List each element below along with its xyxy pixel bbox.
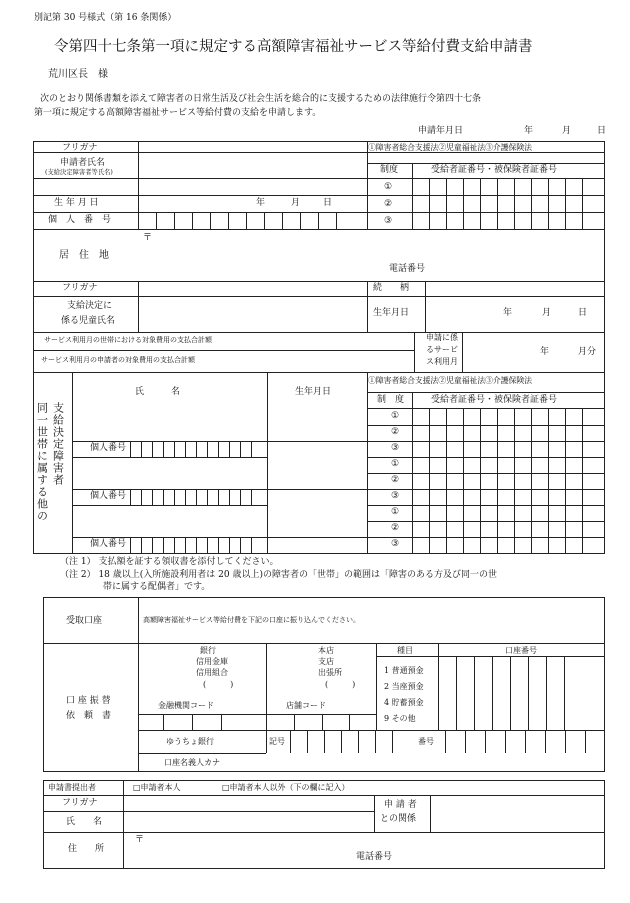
household-side-label-a: 支給決定障害者 — [51, 402, 65, 486]
child-dob-day: 日 — [578, 308, 588, 318]
date-label: 申請年月日 — [418, 126, 464, 136]
household-1-circle-1: ① — [391, 411, 400, 421]
note-1: （注 1） 支払額を証する領収書を添付してください。 — [60, 557, 279, 567]
addressee: 荒川区長 様 — [48, 69, 108, 80]
applicant-seido-header: 制度 — [380, 165, 399, 175]
applicant-dob-day: 日 — [323, 198, 333, 208]
account-number-header: 口座番号 — [505, 646, 537, 655]
submitter-option-other[interactable]: □申請者本人以外（下の欄に記入） — [222, 783, 350, 792]
child-dob-month: 月 — [542, 308, 552, 318]
applicant-address-label: 居 住 地 — [59, 250, 109, 261]
household-1-circle-3: ③ — [391, 443, 400, 453]
form-number: 別記第 30 号様式（第 16 条関係） — [34, 13, 177, 23]
yucho-bank-label: ゆうちょ銀行 — [166, 737, 214, 746]
household-side-label-b: 同一世帯に属する他の — [35, 402, 49, 522]
submitter-relation-label-1: 申 請 者 — [384, 800, 417, 810]
child-name-label-1: 支給決定に — [67, 301, 113, 311]
service-month-label-3: ス利用月 — [426, 357, 458, 366]
applicant-cert-header: 受給者証番号・被保険者証番号 — [431, 165, 558, 175]
applicant-furigana-label: フリガナ — [62, 143, 98, 153]
applicant-name-note: (支給決定障害者等氏名) — [45, 169, 113, 176]
intro-line-2: 第一項に規定する高額障害福祉サービス等給付費の支給を申請します。 — [34, 108, 322, 118]
account-holder-label: 口座名義人カナ — [164, 758, 220, 767]
yucho-kigo-label: 記号 — [269, 737, 285, 746]
branch-type-3: 出張所 — [318, 668, 342, 677]
applicant-total-label: サービス利用月の申請者の対象費用の支払合計額 — [41, 356, 195, 364]
submitter-postal-mark: 〒 — [135, 835, 145, 845]
service-month-unit: 月分 — [578, 347, 597, 357]
submitter-phone-label: 電話番号 — [356, 852, 393, 862]
applicant-dob-year: 年 — [256, 198, 266, 208]
applicant-phone-label: 電話番号 — [389, 264, 426, 274]
applicant-dob-month: 月 — [291, 198, 301, 208]
transfer-label-2: 依 頼 書 — [66, 711, 112, 721]
note-2-line-1: （注 2） 18 歳以上(入所施設利用者は 20 歳以上)の障害者の「世帯」の範囲は「障害のある方及び同一の世 — [60, 570, 497, 580]
household-3-circle-2: ② — [391, 523, 400, 533]
submitter-address-label: 住 所 — [68, 844, 105, 854]
household-cert-header: 受給者証番号・被保険者証番号 — [431, 395, 558, 405]
submitter-option-self[interactable]: □申請者本人 — [133, 783, 181, 792]
date-day: 日 — [597, 126, 607, 136]
yucho-bango-label: 番号 — [418, 737, 434, 746]
deposit-kind-1: 1 普通預金 — [384, 666, 424, 675]
household-2-circle-3: ③ — [391, 491, 400, 501]
form-title: 令第四十七条第一項に規定する高額障害福祉サービス等給付費支給申請書 — [54, 39, 533, 55]
applicant-law-list: ①障害者総合支援法②児童福祉法③介護保険法 — [368, 143, 532, 152]
receive-account-label: 受取口座 — [66, 616, 103, 626]
household-3-circle-3: ③ — [391, 539, 400, 549]
bank-type-3: 信用組合 — [196, 668, 228, 677]
applicant-circle-1: ① — [384, 182, 393, 192]
household-3-circle-1: ① — [391, 507, 400, 517]
intro-line-1: 次のとおり関係書類を添えて障害者の日常生活及び社会生活を総合的に支援するための法律施行令第四十七条 — [40, 94, 482, 104]
transfer-label-1: 口 座 振 替 — [66, 696, 111, 706]
child-name-label-2: 係る児童氏名 — [61, 316, 116, 326]
service-month-label-1: 申請に係 — [426, 333, 458, 342]
receive-account-text: 高額障害福祉サービス等給付費を下記の口座に振り込んでください。 — [143, 616, 360, 624]
submitter-table — [43, 780, 605, 869]
service-month-year: 年 — [540, 347, 550, 357]
deposit-kind-3: 4 貯蓄預金 — [384, 698, 424, 707]
applicant-name-label: 申請者氏名 — [60, 158, 106, 168]
branch-type-2: 支店 — [318, 657, 334, 666]
applicant-circle-2: ② — [384, 199, 393, 209]
bank-type-4: ( ) — [203, 680, 234, 689]
date-month: 月 — [562, 126, 572, 136]
household-2-personal-number-label: 個人番号 — [90, 491, 127, 501]
applicant-circle-3: ③ — [384, 216, 393, 226]
household-2-circle-2: ② — [391, 475, 400, 485]
deposit-kind-header: 種目 — [397, 646, 413, 655]
household-3-personal-number-label: 個人番号 — [90, 539, 127, 549]
submitter-relation-label-2: との関係 — [380, 814, 417, 824]
child-furigana-label: フリガナ — [62, 283, 98, 293]
household-law-list: ①障害者総合支援法②児童福祉法③介護保険法 — [368, 376, 532, 385]
bank-type-2: 信用金庫 — [196, 657, 228, 666]
submitter-name-label: 氏 名 — [66, 817, 103, 827]
branch-type-4: ( ) — [325, 680, 356, 689]
institution-code-label: 金融機関コード — [158, 701, 214, 710]
applicant-dob-label: 生 年 月 日 — [54, 198, 99, 208]
household-dob-header: 生年月日 — [295, 387, 332, 397]
household-seido-header: 制 度 — [377, 395, 405, 405]
branch-type-1: 本店 — [318, 646, 334, 655]
applicant-postal-mark: 〒 — [143, 233, 153, 243]
note-2-line-2: 帯に属する配偶者」です。 — [103, 582, 211, 592]
service-month-label-2: るサービ — [426, 345, 458, 354]
household-total-label: サービス利用月の世帯における対象費用の支払合計額 — [44, 336, 212, 344]
child-dob-year: 年 — [503, 308, 513, 318]
bank-type-1: 銀行 — [200, 646, 216, 655]
household-1-circle-2: ② — [391, 427, 400, 437]
submitter-label: 申請書提出者 — [48, 783, 96, 792]
household-name-header: 氏 名 — [135, 387, 181, 397]
date-year: 年 — [524, 126, 534, 136]
submitter-furigana-label: フリガナ — [62, 798, 98, 808]
child-dob-label: 生年月日 — [373, 308, 410, 318]
deposit-kind-2: 2 当座預金 — [384, 682, 424, 691]
child-relation-label: 続 柄 — [373, 283, 410, 293]
deposit-kind-4: 9 その他 — [384, 714, 416, 723]
applicant-personal-number-label: 個 人 番 号 — [48, 215, 112, 225]
household-1-personal-number-label: 個人番号 — [90, 443, 127, 453]
branch-code-label: 店舗コード — [286, 701, 326, 710]
household-2-circle-1: ① — [391, 459, 400, 469]
